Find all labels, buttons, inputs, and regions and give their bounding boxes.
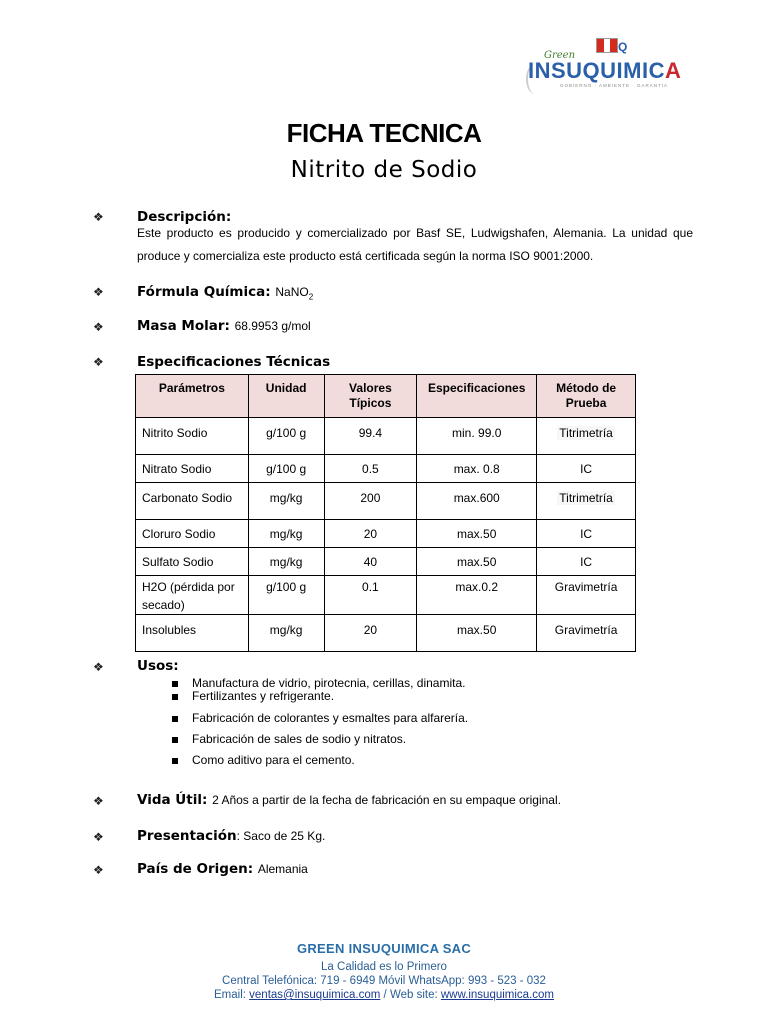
header-cell: Especificaciones: [417, 375, 537, 418]
masa-value: 68.9953 g/mol: [234, 319, 311, 333]
table-row: [136, 455, 636, 483]
bullet-icon: ❖: [93, 285, 104, 299]
table-cell: IC: [537, 520, 636, 548]
square-bullet-icon: [172, 681, 178, 687]
bullet-icon: ❖: [93, 660, 104, 674]
usos-label: Usos:: [137, 658, 179, 674]
square-bullet-icon: [172, 694, 178, 700]
table-row: [136, 548, 636, 576]
table-cell: Titrimetría: [537, 483, 636, 520]
list-item: Fabricación de colorantes y esmaltes para alfarería.: [172, 711, 468, 725]
bullet-icon: ❖: [93, 355, 104, 369]
page-title: FICHA TECNICA: [286, 118, 482, 148]
table-cell: IC: [537, 455, 636, 483]
table-cell: max.50: [417, 520, 537, 548]
masa-row: Masa Molar: 68.9953 g/mol: [137, 318, 311, 334]
table-cell: Sulfato Sodio: [136, 548, 249, 576]
square-bullet-icon: [172, 737, 178, 743]
list-item: Manufactura de vidrio, pirotecnia, cerillas, dinamita.: [172, 676, 465, 690]
table-cell: min. 99.0: [417, 418, 537, 455]
table-cell: mg/kg: [248, 520, 324, 548]
list-item: Como aditivo para el cemento.: [172, 753, 355, 767]
table-cell: H2O (pérdida por secado): [136, 576, 249, 615]
pais-row: País de Origen: Alemania: [137, 861, 308, 877]
list-item: Fabricación de sales de sodio y nitratos.: [172, 732, 406, 746]
specs-table: [135, 374, 636, 652]
logo-tagline: GOBIERNO · AMBIENTE · GARANTÍA: [560, 83, 669, 88]
header-cell: Método de Prueba: [537, 375, 636, 418]
header-cell: Parámetros: [136, 375, 249, 418]
table-cell: 0.5: [324, 455, 417, 483]
table-cell: max. 0.8: [417, 455, 537, 483]
table-row: [136, 520, 636, 548]
footer-slogan: La Calidad es lo Primero: [321, 961, 447, 973]
table-row: [136, 418, 636, 455]
peru-flag-icon: [596, 38, 618, 53]
website-link[interactable]: www.insuquimica.com: [440, 989, 554, 1001]
footer-company: GREEN INSUQUIMICA SAC: [296, 941, 472, 956]
table-cell: Nitrito Sodio: [136, 418, 249, 455]
table-cell: mg/kg: [248, 483, 324, 520]
table-cell: max.50: [417, 548, 537, 576]
table-cell: mg/kg: [248, 615, 324, 652]
table-header-row: [136, 375, 636, 418]
table-cell: Cloruro Sodio: [136, 520, 249, 548]
square-bullet-icon: [172, 758, 178, 764]
formula-row: Fórmula Química: NaNO$_2$: [137, 284, 314, 302]
email-link[interactable]: ventas@insuquimica.com: [249, 989, 381, 1001]
pais-value: Alemania: [257, 862, 308, 876]
bullet-icon: ❖: [93, 863, 104, 877]
logo-green: Green: [544, 50, 576, 61]
bullet-icon: ❖: [93, 830, 104, 844]
table-cell: max.50: [417, 615, 537, 652]
product-name: Nitrito de Sodio: [290, 157, 478, 183]
table-cell: g/100 g: [248, 455, 324, 483]
table-cell: Gravimetría: [537, 576, 636, 615]
especificaciones-label: Especificaciones Técnicas: [137, 354, 331, 370]
table-cell: max.0.2: [417, 576, 537, 615]
presentacion-row: Presentación: Saco de 25 Kg.: [137, 828, 326, 844]
table-cell: 200: [324, 483, 417, 520]
table-cell: 20: [324, 520, 417, 548]
table-cell: 20: [324, 615, 417, 652]
table-row: [136, 576, 636, 615]
list-item: Fertilizantes y refrigerante.: [172, 689, 334, 703]
table-cell: g/100 g: [248, 418, 324, 455]
table-cell: Nitrato Sodio: [136, 455, 249, 483]
presentacion-value: : Saco de 25 Kg.: [236, 829, 326, 843]
logo-name: INSUQUIMICA: [528, 58, 682, 83]
table-cell: mg/kg: [248, 548, 324, 576]
table-row: [136, 483, 636, 520]
table-row: [136, 615, 636, 652]
table-cell: Gravimetría: [537, 615, 636, 652]
header-cell: Unidad: [248, 375, 324, 418]
table-cell: 40: [324, 548, 417, 576]
table-cell: g/100 g: [248, 576, 324, 615]
footer-contact: Email: ventas@insuquimica.com / Web site: www.insuquimica.com: [214, 989, 554, 1001]
descripcion-label: Descripción:: [137, 209, 232, 225]
table-cell: Titrimetría: [537, 418, 636, 455]
company-logo: [522, 28, 692, 102]
q-mark-icon: Q: [618, 40, 628, 54]
table-cell: Insolubles: [136, 615, 249, 652]
table-cell: IC: [537, 548, 636, 576]
footer-phones: Central Telefónica: 719 - 6949 Móvil WhatsApp: 993 - 523 - 032: [222, 975, 546, 987]
square-bullet-icon: [172, 716, 178, 722]
descripcion-text: Este producto es producido y comercializado por Basf SE, Ludwigshafen, Alemania. La unidad que produce y comercializa este producto está certificada según la norma ISO 9001:2000.: [137, 226, 693, 263]
formula-value: NaNO$_2$: [275, 285, 314, 302]
bullet-icon: ❖: [93, 794, 104, 808]
vida-row: Vida Útil: 2 Años a partir de la fecha de fabricación en su empaque original.: [137, 792, 561, 808]
table-cell: max.600: [417, 483, 537, 520]
header-cell: Valores Típicos: [324, 375, 417, 418]
bullet-icon: ❖: [93, 320, 104, 334]
table-cell: 0.1: [324, 576, 417, 615]
vida-value: 2 Años a partir de la fecha de fabricación en su empaque original.: [212, 793, 561, 807]
table-cell: 99.4: [324, 418, 417, 455]
table-cell: Carbonato Sodio: [136, 483, 249, 520]
bullet-icon: ❖: [93, 210, 104, 224]
